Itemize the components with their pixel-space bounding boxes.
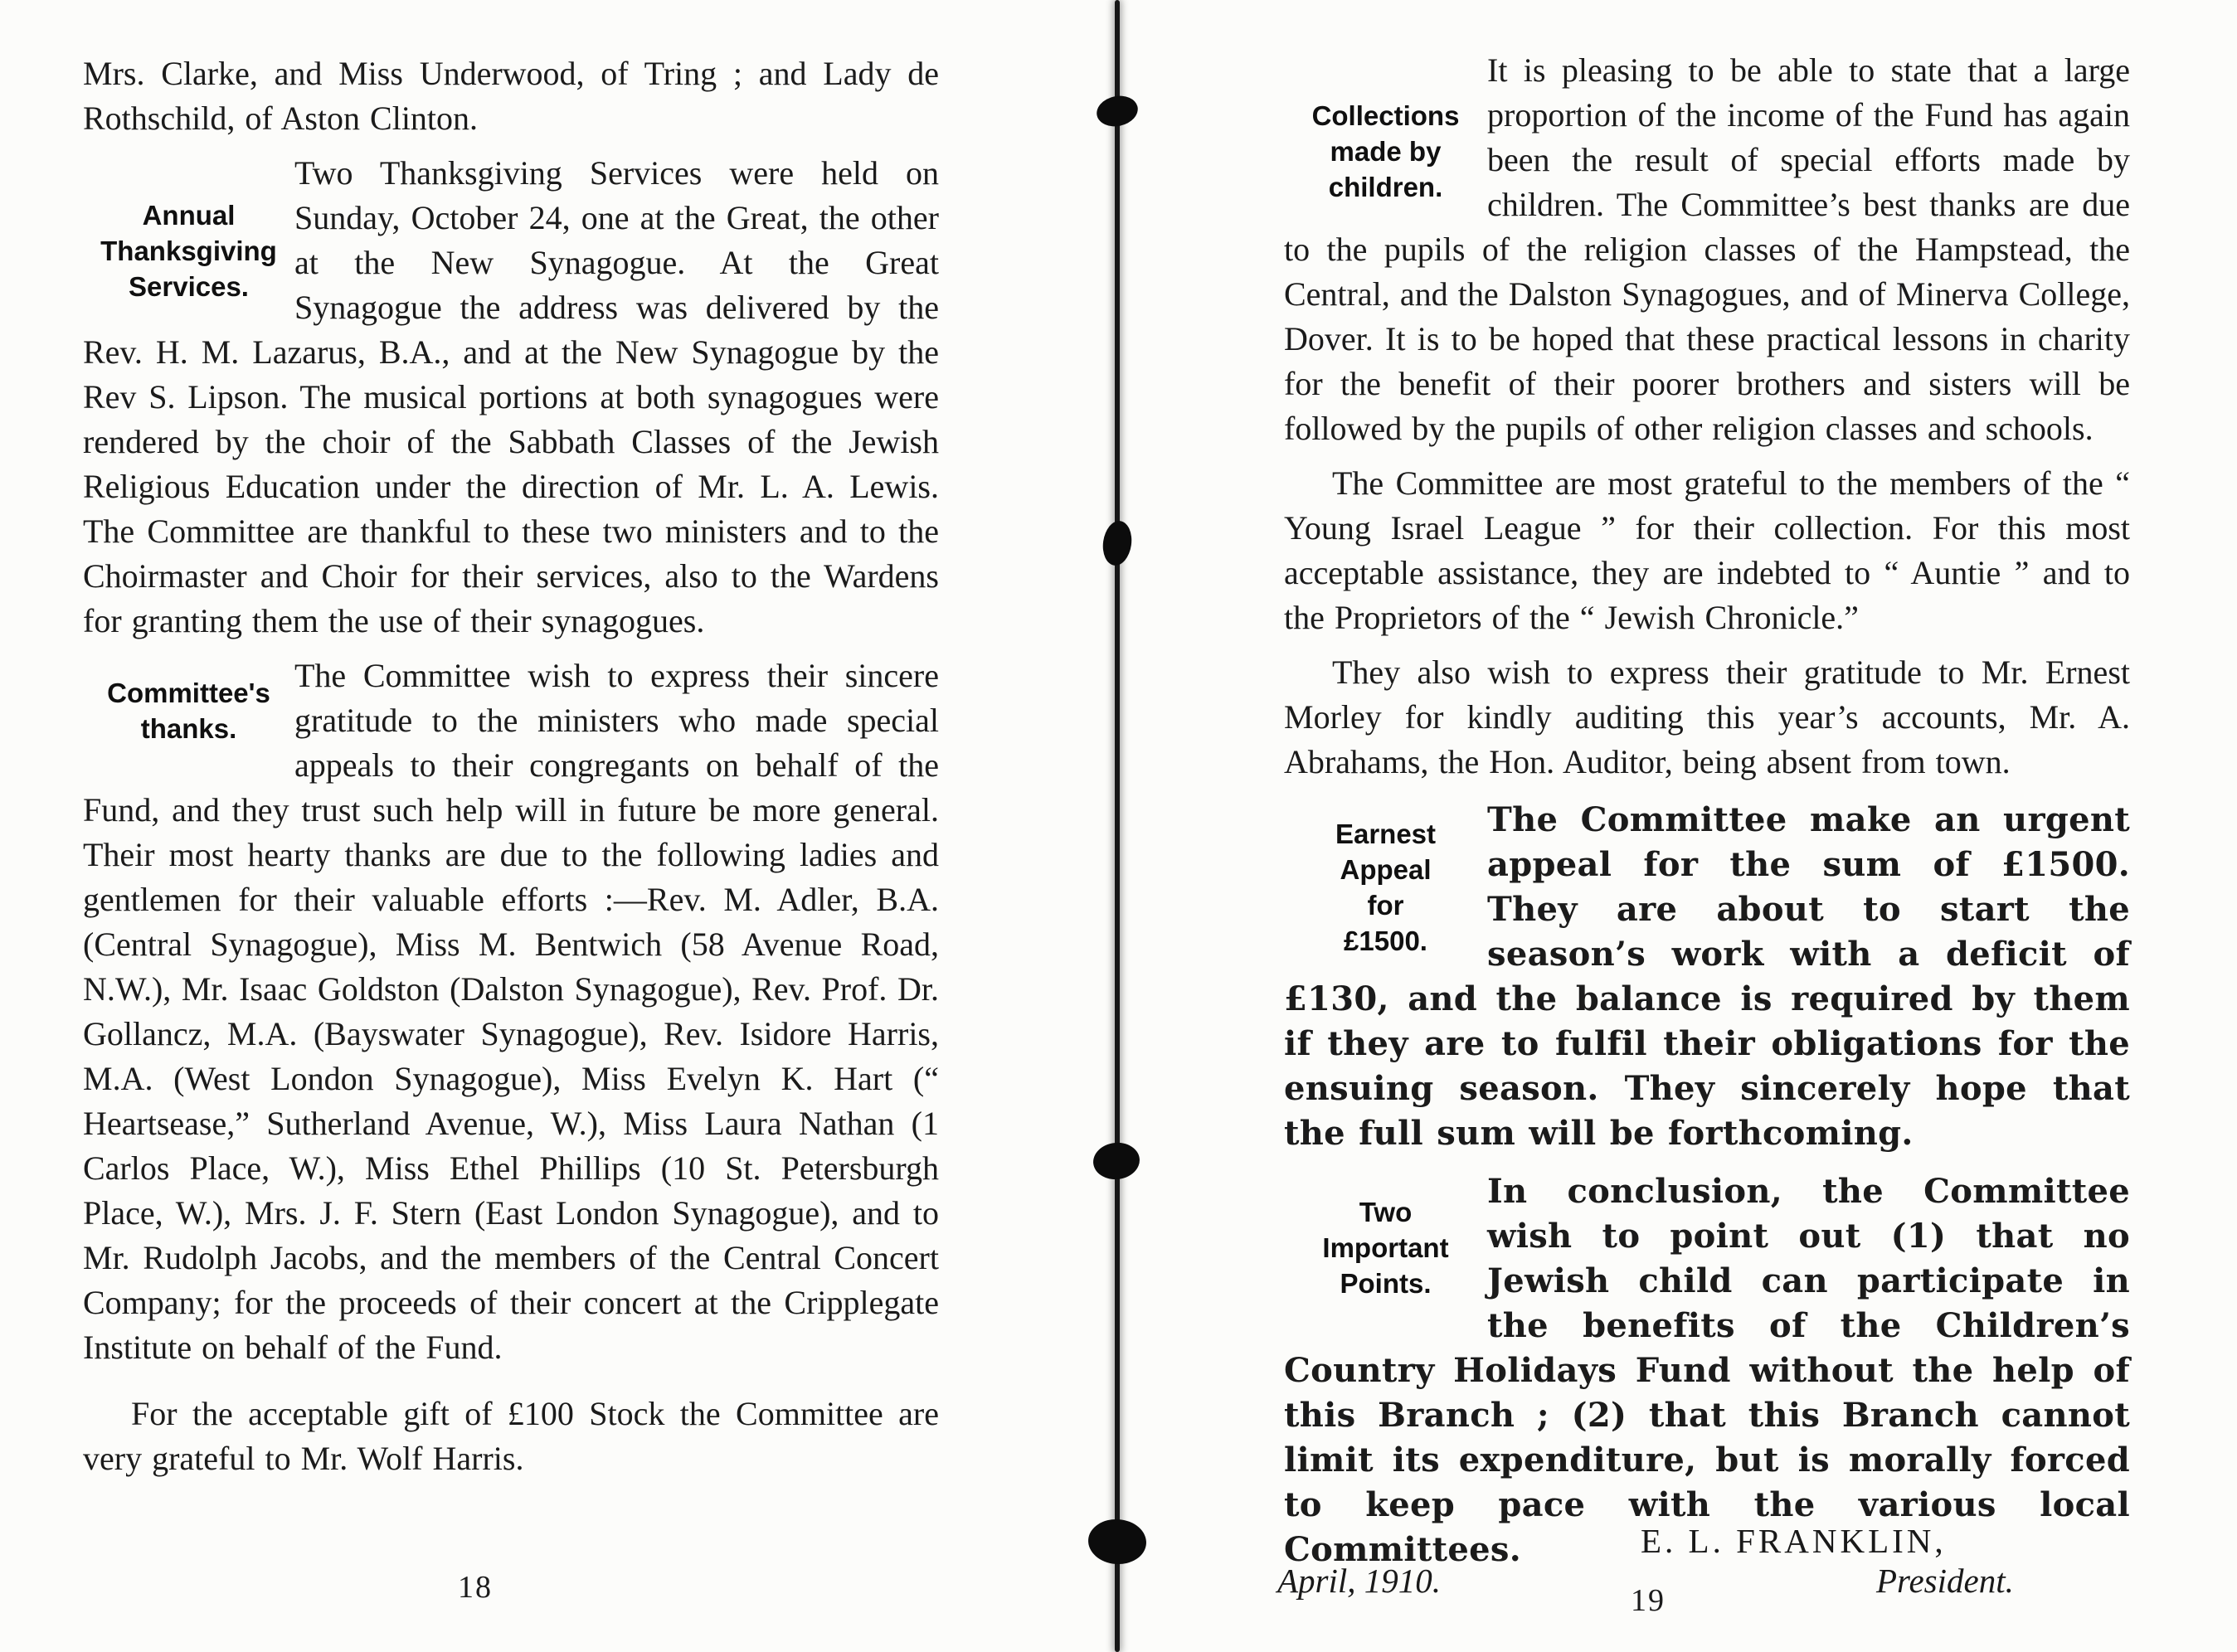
paragraph-continuation <box>83 51 939 141</box>
right-page <box>1284 48 2130 1582</box>
sidehead-collections-made-by-children: Collections made by children. <box>1311 100 1460 202</box>
sidehead-two-important-points: Two Important Points. <box>1322 1197 1449 1299</box>
sidehead-annual-thanksgiving-services: Annual Thanksgiving Services. <box>100 200 277 302</box>
page-number-right: 19 <box>1631 1583 1666 1618</box>
signature-date: April, 1910. <box>1277 1562 1442 1600</box>
binding-line <box>1115 0 1120 1652</box>
paragraph-gift-of-stock-text: For the acceptable gift of £100 Stock the Committee are very grateful to Mr. Wolf Harris. <box>83 1395 939 1477</box>
section-two-important-points <box>1284 1169 2130 1572</box>
section-earnest-appeal-text: The Committee make an urgent appeal for the sum of £1500. They are about to start the season’s work with a deficit of £130, and the balance is required by them if they are to fulfil their obligations for the ensuing season. They sincerely hope that the full sum will be forthcoming. <box>1284 800 2130 1153</box>
sidehead-earnest-appeal: Earnest Appeal for £1500. <box>1335 819 1437 956</box>
paragraph-gift-of-stock <box>83 1392 939 1481</box>
section-two-important-points-text: In conclusion, the Committee wish to point out (1) that no Jewish child can participate in the benefits of the Children’s Country Holidays Fund without the help of this Branch ; (2) that this Branch cannot limit its expenditure, but is morally forced to keep pace with the various local Committees. <box>1284 1172 2130 1569</box>
paragraph-auditor-thanks-text: They also wish to express their gratitude to Mr. Ernest Morley for kindly auditing this year’s accounts, Mr. A. Abrahams, the Hon. Auditor, being absent from town. <box>1284 654 2130 780</box>
sidehead-committees-thanks: Committee's thanks. <box>107 678 270 744</box>
signature-role: President. <box>1876 1562 2014 1600</box>
section-committees-thanks-text: The Committee wish to express their sincere gratitude to the ministers who made special appeals to their congregants on behalf of the Fund, and they trust such help will in future be more general. Their most hearty thanks are due to the following ladies and gentlemen for their valuable efforts :—Rev. M. Adler, B.A. (Central Synagogue), Miss M. Bentwich (58 Avenue Road, N.W.), Mr. Isaac Goldston (Dalston Synagogue), Rev. Prof. Dr. Gollancz, M.A. (Bayswater Synagogue), Rev. Isidore Harris, M.A. (West London Synagogue), Miss Evelyn K. Hart (“ Heartsease,” Sutherland Avenue, W.), Miss Laura Nathan (1 Carlos Place, W.), Miss Ethel Phillips (10 St. Petersburgh Place, W.), Mrs. J. F. Stern (East London Synagogue), and to Mr. Rudolph Jacobs, and the members of the Central Concert Company; for the proceeds of their concert at the Cripplegate Institute on behalf of the Fund. <box>83 657 939 1366</box>
page-number-left: 18 <box>458 1570 493 1605</box>
paragraph-continuation-text: Mrs. Clarke, and Miss Underwood, of Tring ; and Lady de Rothschild, of Aston Clinton. <box>83 55 939 137</box>
ink-blob-upper-middle <box>1100 519 1134 567</box>
paragraph-young-israel-league <box>1284 461 2130 640</box>
paragraph-young-israel-league-text: The Committee are most grateful to the members of the “ Young Israel League ” for their collection. For this most acceptable assistance, they are indebted to “ Auntie ” and to the Proprietors of the “ Jewish Chronicle.” <box>1284 464 2130 636</box>
section-collections-made-by-children-text: It is pleasing to be able to state that a large proportion of the income of the Fund has again been the result of special efforts made by children. The Committee’s best thanks are due to the pupils of the religion classes of the Hampstead, the Central, and the Dalston Synagogues, and of Minerva College, Dover. It is to be hoped that these practical lessons in charity for the benefit of their poorer brothers and sisters will be followed by the pupils of other religion classes and schools. <box>1284 51 2130 447</box>
left-page <box>83 51 939 1491</box>
section-collections-made-by-children <box>1284 48 2130 451</box>
section-annual-thanksgiving-services-text: Two Thanksgiving Services were held on Sunday, October 24, one at the Great, the other at the New Synagogue. At the Great Synagogue the address was delivered by the Rev. H. M. Lazarus, B.A., and at the New Synagogue by the Rev S. Lipson. The musical portions at both synagogues were rendered by the choir of the Sabbath Classes of the Jewish Religious Education under the direction of Mr. L. A. Lewis. The Committee are thankful to these two ministers and to the Choirmaster and Choir for their services, also to the Wardens for granting them the use of their synagogues. <box>83 154 939 639</box>
ink-blob-bottom <box>1087 1518 1148 1567</box>
signature-name: E. L. FRANKLIN, <box>1641 1522 1947 1560</box>
ink-blob-lower-middle <box>1092 1140 1141 1182</box>
ink-blob-top <box>1094 92 1140 130</box>
section-annual-thanksgiving-services <box>83 151 939 644</box>
section-committees-thanks <box>83 654 939 1370</box>
section-earnest-appeal <box>1284 798 2130 1156</box>
paragraph-auditor-thanks <box>1284 650 2130 785</box>
